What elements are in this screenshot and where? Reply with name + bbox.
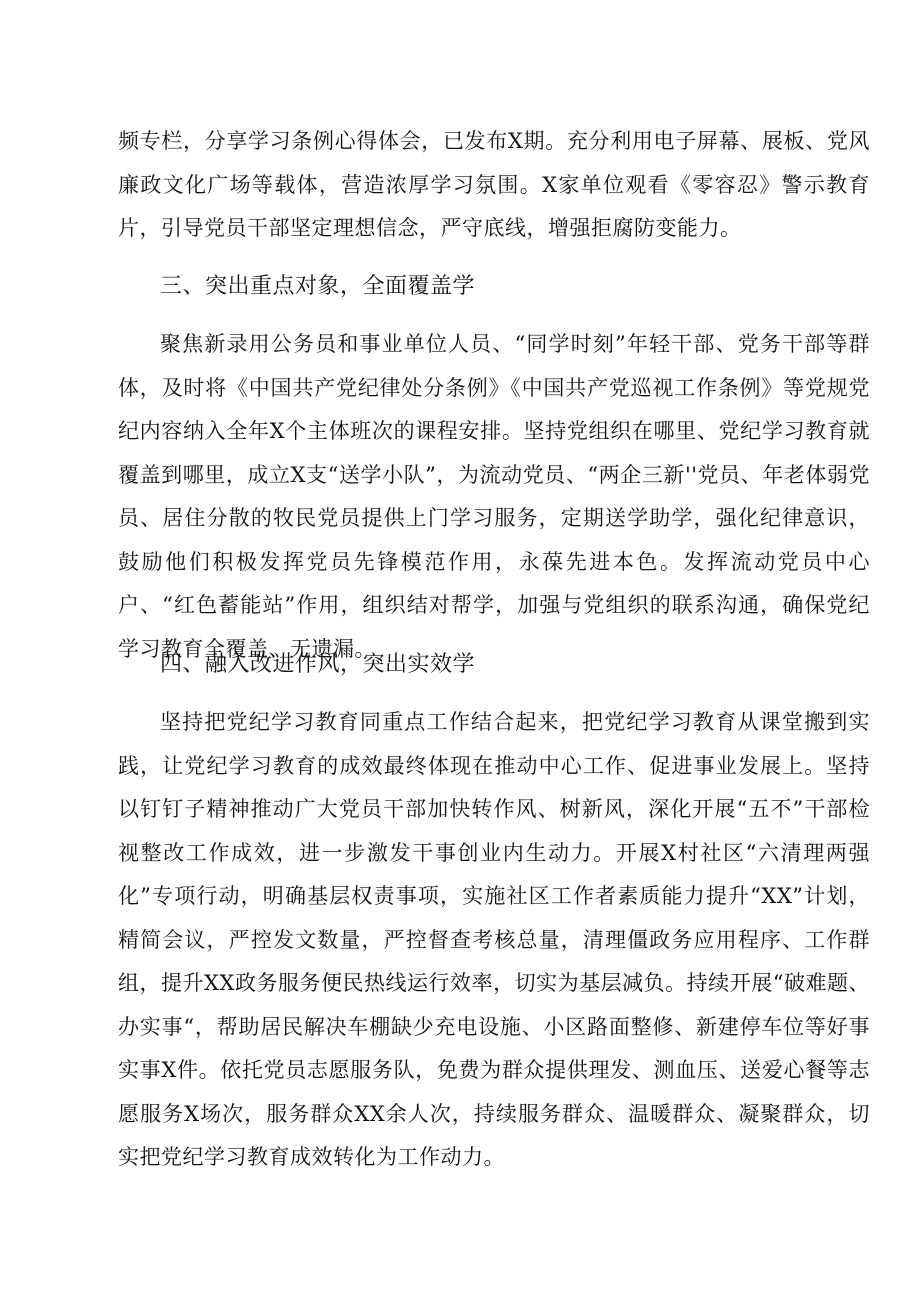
- paragraph-continuation: 频专栏，分享学习条例心得体会，已发布X期。充分利用电子屏幕、展板、党风廉政文化广场等载体，营造浓厚学习氛围。X家单位观看《零容忍》警示教育片，引导党员干部坚定理想信念，严守底线，增强拒腐防变能力。: [118, 129, 870, 240]
- paragraph-section-3: 聚焦新录用公务员和事业单位人员、“同学时刻”年轻干部、党务干部等群体，及时将《中国共产党纪律处分条例》《中国共产党巡视工作条例》等党规党纪内容纳入全年X个主体班次的课程安排。坚持党组织在哪里、党纪学习教育就覆盖到哪里，成立X支“送学小队”，为流动党员、“两企三新''党员、年老体弱党员、居住分散的牧民党员提供上门学习服务，定期送学助学，强化纪律意识，鼓励他们积极发挥党员先锋模范作用，永葆先进本色。发挥流动党员中心户、“红色蓄能站”作用，组织结对帮学，加强与党组织的联系沟通，确保党纪学习教育全覆盖、无遗漏。: [118, 332, 870, 661]
- section-heading-3: 三、突出重点对象，全面覆盖学: [160, 274, 476, 299]
- section-heading-4: 四、融入改进作风，突出实效学: [160, 652, 476, 677]
- paragraph-section-4: 坚持把党纪学习教育同重点工作结合起来，把党纪学习教育从课堂搬到实践，让党纪学习教育的成效最终体现在推动中心工作、促进事业发展上。坚持以钉钉子精神推动广大党员干部加快转作风、树新风，深化开展“五不”干部检视整改工作成效，进一步激发干事创业内生动力。开展X村社区“六清理两强化”专项行动，明确基层权责事项，实施社区工作者素质能力提升“XX”计划，精简会议，严控发文数量，严控督查考核总量，清理僵政务应用程序、工作群组，提升XX政务服务便民热线运行效率，切实为基层减负。持续开展“破难题、办实事“，帮助居民解决车棚缺少充电设施、小区路面整修、新建停车位等好事实事X件。依托党员志愿服务队，免费为群众提供理发、测血压、送爱心餐等志愿服务X场次，服务群众XX余人次，持续服务群众、温暖群众、凝聚群众，切实把党纪学习教育成效转化为工作动力。: [118, 710, 870, 1169]
